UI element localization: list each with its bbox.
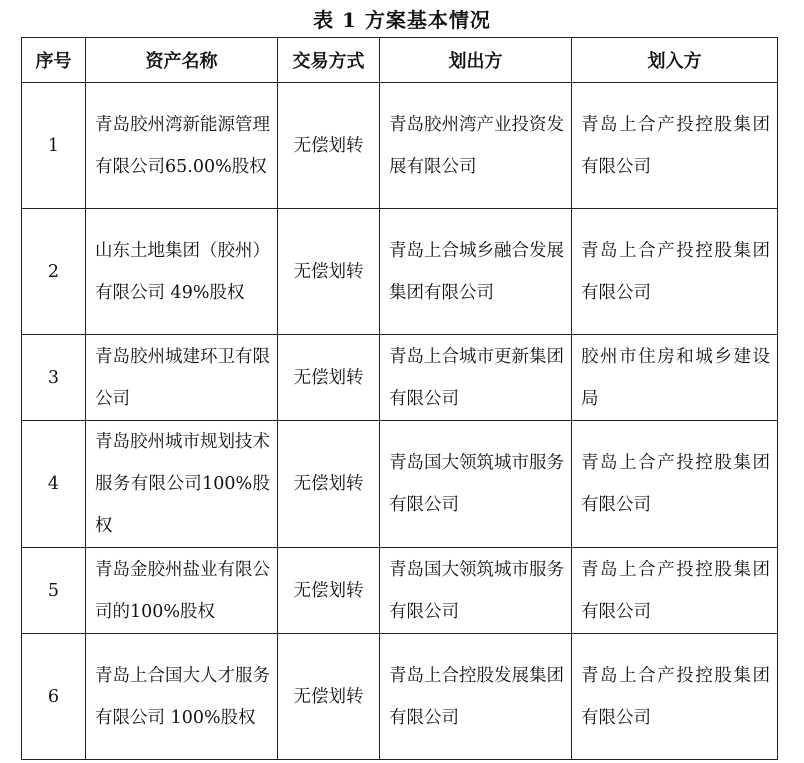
header-transferor: 划出方	[380, 38, 572, 83]
row-transferor: 青岛上合城市更新集团有限公司	[380, 335, 572, 421]
row-transferee: 青岛上合产投控股集团有限公司	[572, 209, 778, 335]
row-seq: 6	[22, 634, 86, 760]
row-transaction-mode: 无偿划转	[278, 335, 380, 421]
row-transferor: 青岛上合城乡融合发展集团有限公司	[380, 209, 572, 335]
scheme-table	[21, 37, 778, 760]
row-transferee: 青岛上合产投控股集团有限公司	[572, 548, 778, 634]
row-transaction-mode: 无偿划转	[278, 421, 380, 548]
header-transaction-mode: 交易方式	[278, 38, 380, 83]
row-transferee: 青岛上合产投控股集团有限公司	[572, 634, 778, 760]
header-transferee: 划入方	[572, 38, 778, 83]
row-transaction-mode: 无偿划转	[278, 209, 380, 335]
row-transferee: 青岛上合产投控股集团有限公司	[572, 83, 778, 209]
table-row	[22, 83, 778, 209]
row-transaction-mode: 无偿划转	[278, 548, 380, 634]
table-row	[22, 335, 778, 421]
row-transferee: 胶州市住房和城乡建设局	[572, 335, 778, 421]
header-seq: 序号	[22, 38, 86, 83]
row-asset-name: 青岛金胶州盐业有限公司的100%股权	[86, 548, 278, 634]
table-row	[22, 421, 778, 548]
row-transaction-mode: 无偿划转	[278, 83, 380, 209]
row-asset-name: 青岛胶州湾新能源管理有限公司65.00%股权	[86, 83, 278, 209]
row-seq: 3	[22, 335, 86, 421]
row-transferor: 青岛胶州湾产业投资发展有限公司	[380, 83, 572, 209]
table-title: 表 1 方案基本情况	[313, 8, 491, 32]
row-transaction-mode: 无偿划转	[278, 634, 380, 760]
row-transferor: 青岛上合控股发展集团有限公司	[380, 634, 572, 760]
row-asset-name: 青岛胶州城建环卫有限公司	[86, 335, 278, 421]
row-seq: 5	[22, 548, 86, 634]
row-seq: 2	[22, 209, 86, 335]
row-transferor: 青岛国大领筑城市服务有限公司	[380, 548, 572, 634]
row-asset-name: 青岛上合国大人才服务有限公司 100%股权	[86, 634, 278, 760]
header-asset-name: 资产名称	[86, 38, 278, 83]
row-seq: 4	[22, 421, 86, 548]
table-row	[22, 209, 778, 335]
row-seq: 1	[22, 83, 86, 209]
table-row	[22, 548, 778, 634]
row-transferee: 青岛上合产投控股集团有限公司	[572, 421, 778, 548]
row-asset-name: 山东土地集团（胶州）有限公司 49%股权	[86, 209, 278, 335]
table-row	[22, 634, 778, 760]
row-transferor: 青岛国大领筑城市服务有限公司	[380, 421, 572, 548]
header-row	[22, 38, 778, 83]
row-asset-name: 青岛胶州城市规划技术服务有限公司100%股权	[86, 421, 278, 548]
